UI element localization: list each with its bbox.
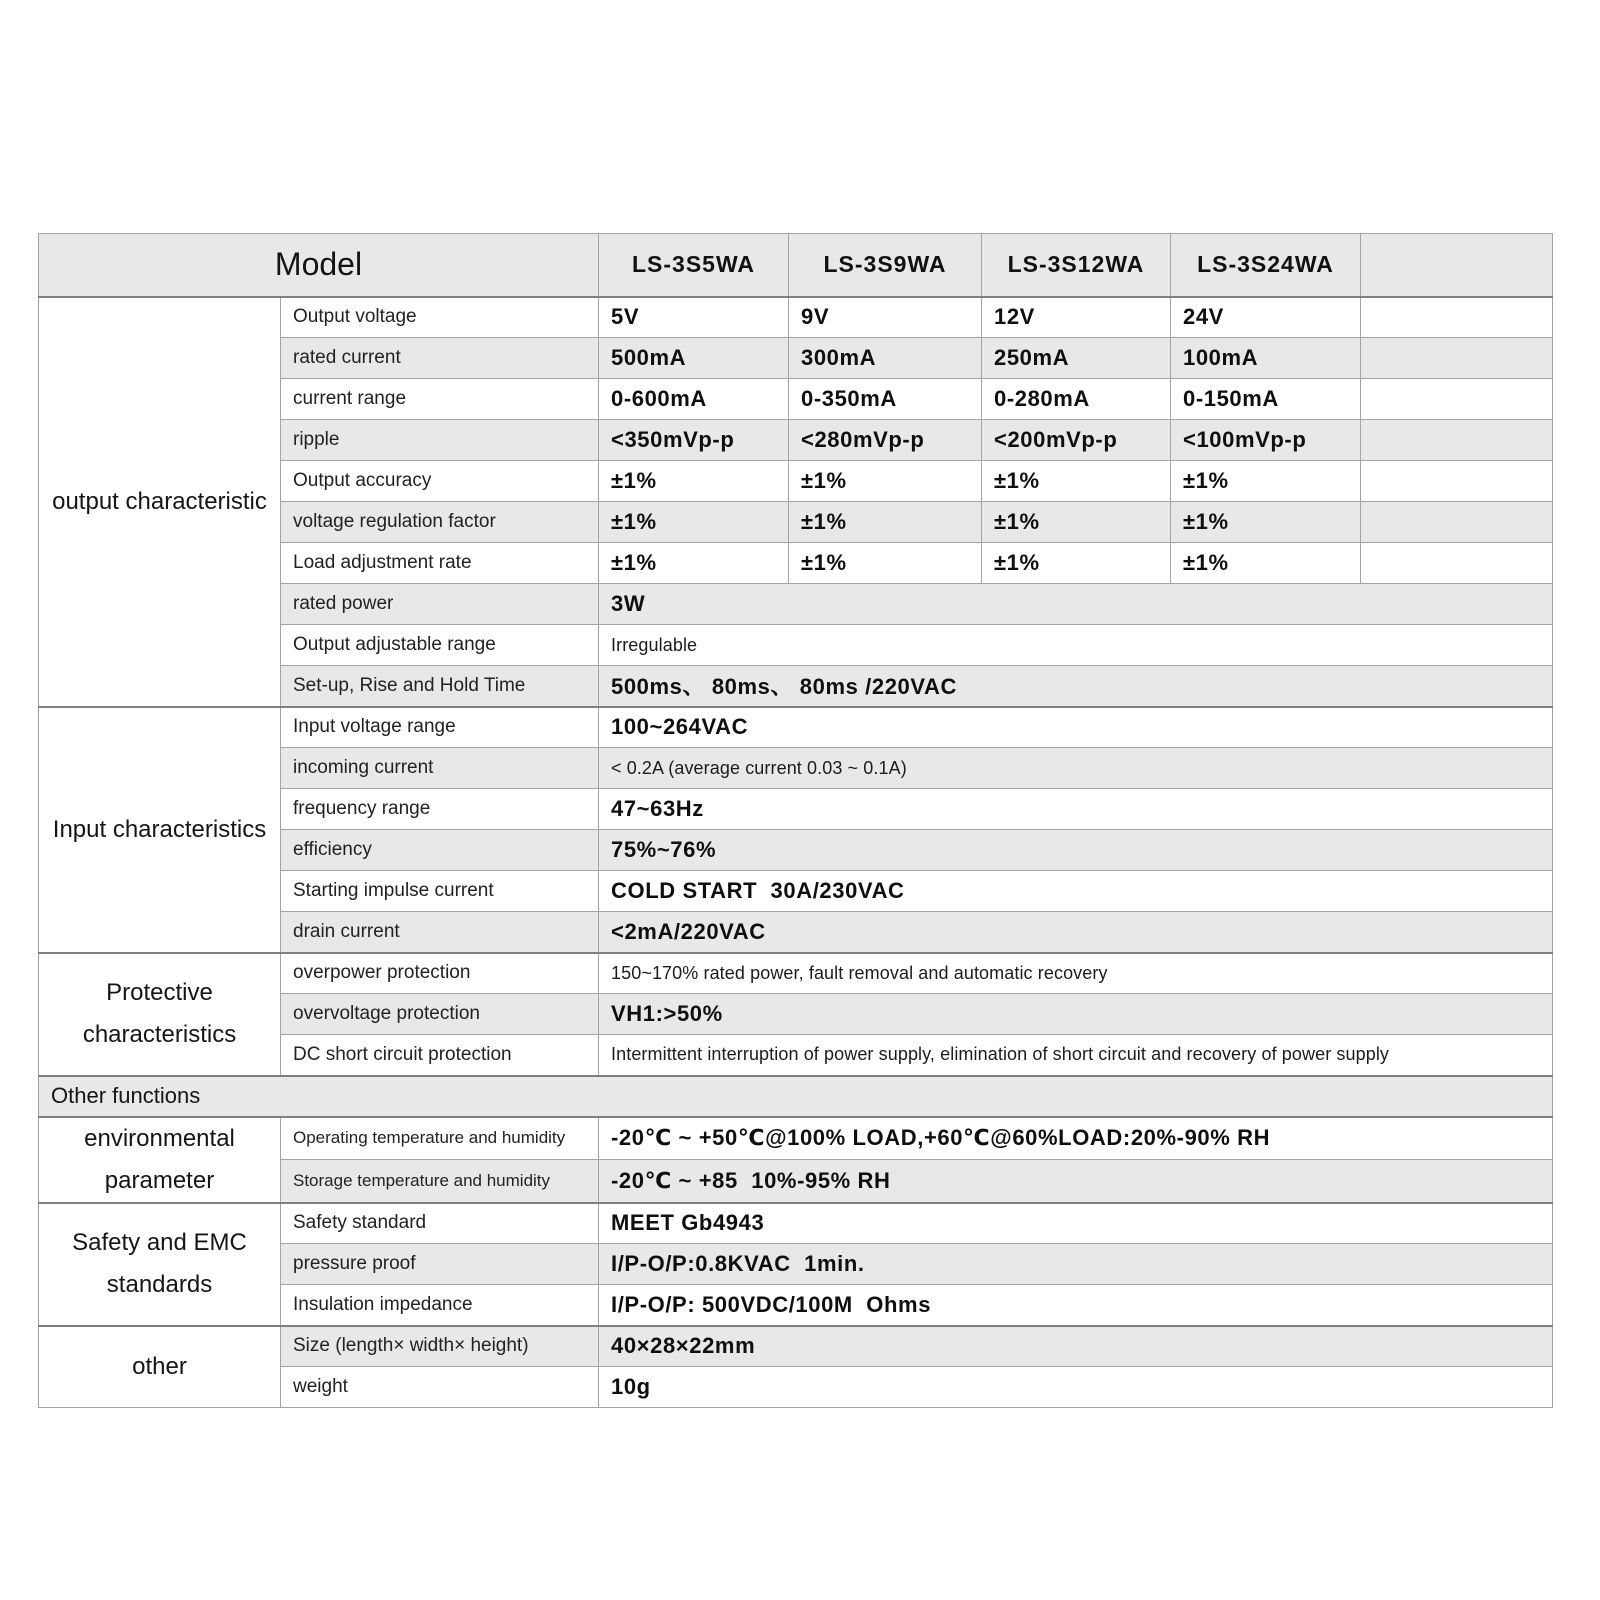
row-value: <350mVp-p	[599, 420, 789, 461]
spec-table	[38, 233, 1553, 1408]
row-value: 250mA	[982, 338, 1171, 379]
row-label: incoming current	[281, 748, 599, 789]
spec-sheet	[38, 233, 1553, 1408]
row-value: 150~170% rated power, fault removal and automatic recovery	[599, 953, 1553, 994]
row-label: efficiency	[281, 830, 599, 871]
row-label: Insulation impedance	[281, 1285, 599, 1326]
row-output-voltage	[39, 297, 1553, 338]
row-value: <100mVp-p	[1171, 420, 1361, 461]
row-label: Output voltage	[281, 297, 599, 338]
row-value: < 0.2A (average current 0.03 ~ 0.1A)	[599, 748, 1553, 789]
row-value: ±1%	[982, 461, 1171, 502]
row-value-empty	[1361, 543, 1553, 584]
section-title-other-functions: Other functions	[39, 1076, 1553, 1117]
row-value: ±1%	[1171, 502, 1361, 543]
row-value: ±1%	[789, 461, 982, 502]
row-value: ±1%	[599, 502, 789, 543]
row-size	[39, 1326, 1553, 1367]
model-column-ls-3s5wa: LS-3S5WA	[599, 234, 789, 297]
row-label: ripple	[281, 420, 599, 461]
section-title-output: output characteristic	[39, 297, 281, 707]
row-label: Load adjustment rate	[281, 543, 599, 584]
row-operating-temperature-humidity	[39, 1117, 1553, 1160]
row-value: 500ms、 80ms、 80ms /220VAC	[599, 666, 1553, 707]
row-label: rated current	[281, 338, 599, 379]
row-value: ±1%	[789, 502, 982, 543]
row-value: ±1%	[982, 502, 1171, 543]
row-value: <2mA/220VAC	[599, 912, 1553, 953]
row-value: ±1%	[599, 543, 789, 584]
row-label: drain current	[281, 912, 599, 953]
row-value: 0-600mA	[599, 379, 789, 420]
model-column-ls-3s12wa: LS-3S12WA	[982, 234, 1171, 297]
row-value: 3W	[599, 584, 1553, 625]
row-value: Irregulable	[599, 625, 1553, 666]
row-value: ±1%	[599, 461, 789, 502]
row-label: pressure proof	[281, 1244, 599, 1285]
row-value: 500mA	[599, 338, 789, 379]
row-value: -20℃ ~ +50℃@100% LOAD,+60℃@60%LOAD:20%-90% RH	[599, 1117, 1553, 1160]
row-label: DC short circuit protection	[281, 1035, 599, 1076]
row-value: ±1%	[1171, 543, 1361, 584]
row-value: MEET Gb4943	[599, 1203, 1553, 1244]
row-other-functions	[39, 1076, 1553, 1117]
row-label: Storage temperature and humidity	[281, 1160, 599, 1203]
row-value: 47~63Hz	[599, 789, 1553, 830]
row-value: 100~264VAC	[599, 707, 1553, 748]
row-value: <200mVp-p	[982, 420, 1171, 461]
row-label: Operating temperature and humidity	[281, 1117, 599, 1160]
row-value: ±1%	[982, 543, 1171, 584]
row-value: I/P-O/P: 500VDC/100M Ohms	[599, 1285, 1553, 1326]
row-value-empty	[1361, 420, 1553, 461]
row-label: Starting impulse current	[281, 871, 599, 912]
model-column-ls-3s24wa: LS-3S24WA	[1171, 234, 1361, 297]
row-value-empty	[1361, 461, 1553, 502]
row-value: 24V	[1171, 297, 1361, 338]
section-title-environmental: environmental parameter	[39, 1117, 281, 1203]
row-label: Output adjustable range	[281, 625, 599, 666]
row-label: weight	[281, 1367, 599, 1408]
row-label: Size (length× width× height)	[281, 1326, 599, 1367]
section-title-safety: Safety and EMC standards	[39, 1203, 281, 1326]
row-safety-standard	[39, 1203, 1553, 1244]
row-value: ±1%	[789, 543, 982, 584]
row-input-voltage-range	[39, 707, 1553, 748]
row-value-empty	[1361, 297, 1553, 338]
row-label: current range	[281, 379, 599, 420]
row-value: Intermittent interruption of power supply, elimination of short circuit and recovery of power supply	[599, 1035, 1553, 1076]
row-value: 0-280mA	[982, 379, 1171, 420]
row-label: Output accuracy	[281, 461, 599, 502]
row-value: 100mA	[1171, 338, 1361, 379]
row-value: 10g	[599, 1367, 1553, 1408]
model-column-ls-3s9wa: LS-3S9WA	[789, 234, 982, 297]
row-label: overpower protection	[281, 953, 599, 994]
row-value: 9V	[789, 297, 982, 338]
row-value: 0-150mA	[1171, 379, 1361, 420]
row-value: 5V	[599, 297, 789, 338]
row-value: VH1:>50%	[599, 994, 1553, 1035]
row-label: Input voltage range	[281, 707, 599, 748]
row-value-empty	[1361, 502, 1553, 543]
row-value: ±1%	[1171, 461, 1361, 502]
section-title-input: Input characteristics	[39, 707, 281, 953]
row-label: Safety standard	[281, 1203, 599, 1244]
section-title-protective: Protective characteristics	[39, 953, 281, 1076]
header-row	[39, 234, 1553, 297]
row-value: 300mA	[789, 338, 982, 379]
row-value: I/P-O/P:0.8KVAC 1min.	[599, 1244, 1553, 1285]
model-column-empty	[1361, 234, 1553, 297]
row-label: overvoltage protection	[281, 994, 599, 1035]
row-value: 40×28×22mm	[599, 1326, 1553, 1367]
row-label: frequency range	[281, 789, 599, 830]
row-value: COLD START 30A/230VAC	[599, 871, 1553, 912]
row-value: 12V	[982, 297, 1171, 338]
row-value: 75%~76%	[599, 830, 1553, 871]
row-label: voltage regulation factor	[281, 502, 599, 543]
row-value: -20℃ ~ +85 10%-95% RH	[599, 1160, 1553, 1203]
row-value: <280mVp-p	[789, 420, 982, 461]
row-value-empty	[1361, 338, 1553, 379]
row-label: Set-up, Rise and Hold Time	[281, 666, 599, 707]
row-value: 0-350mA	[789, 379, 982, 420]
row-overpower-protection	[39, 953, 1553, 994]
section-title-other: other	[39, 1326, 281, 1408]
model-header-label: Model	[39, 234, 599, 297]
row-label: rated power	[281, 584, 599, 625]
row-value-empty	[1361, 379, 1553, 420]
